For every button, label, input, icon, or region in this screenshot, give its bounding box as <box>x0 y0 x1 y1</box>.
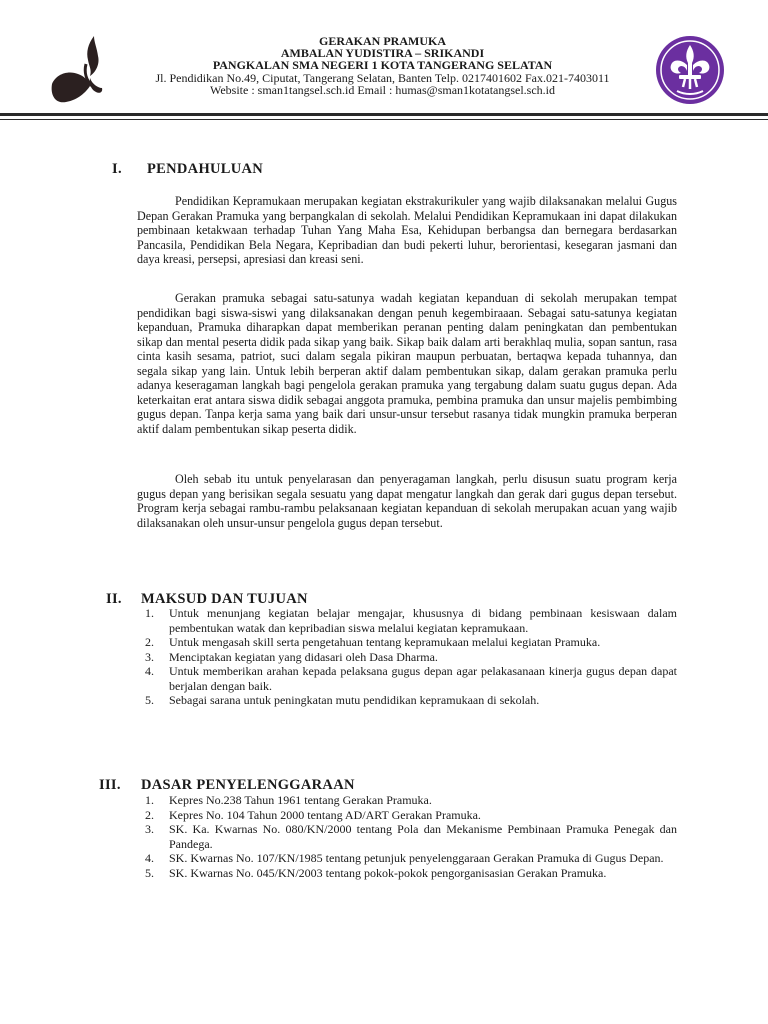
list-item: 5. Sebagai sarana untuk peningkatan mutu pendidikan kepramukaan di sekolah. <box>145 693 540 707</box>
org-name: GERAKAN PRAMUKA <box>319 34 446 48</box>
list-item: 3. Menciptakan kegiatan yang didasari oleh Dasa Dharma. <box>145 649 438 664</box>
objectives-list <box>145 606 677 708</box>
letterhead <box>0 0 768 120</box>
list-item: 1. Kepres No.238 Tahun 1961 tentang Gerakan Pramuka. <box>145 793 432 807</box>
paragraph: Pendidikan Kepramukaan merupakan kegiatan ekstrakurikuler yang wajib dilaksanakan melalui Gugus Depan Gerakan Pramuka yang berpangkalan di sekolah. Melalui Pendidikan Kepramukaan ini dapat dilakukan pembinaan ketakwaan terhadap Tuhan Yang Maha Esa, Kehidupan berbangsa dan bernegara berdasarkan Pancasila, Pendidikan Bela Negara, Kepribadian dan budi pekerti luhur, berorientasi, kesegaran jasmani dan daya kreasi, persepsi, apresiasi dan kreasi seni. <box>137 194 677 266</box>
tunas-kelapa-logo-icon <box>48 34 108 108</box>
list-item: 4. Untuk memberikan arahan kepada pelaksana gugus depan agar pelakasanaan kinerja gugus depan dapat berjalan dengan baik. <box>145 664 677 693</box>
contact-info: Website : sman1tangsel.sch.id Email : humas@sman1kotatangsel.sch.id <box>209 82 556 97</box>
letterhead-rule-thick <box>0 113 768 116</box>
ambalan-name: AMBALAN YUDISTIRA – SRIKANDI <box>280 46 485 61</box>
section-number: II. <box>106 591 122 607</box>
list-item: 1. Untuk menunjang kegiatan belajar mengajar, khususnya di bidang pembinaan kesiswaan dalam pembentukan watak dan kepribadian siswa melalui kegiatan kepramukaan. <box>145 606 677 635</box>
scout-emblem-logo-icon <box>655 35 725 105</box>
paragraph: Oleh sebab itu untuk penyelarasan dan penyeragaman langkah, perlu disusun suatu program kerja gugus depan yang berisikan segala sesuatu yang dapat mengatur langkah dan gerak dari gugus depan tersebut. Program kerja sebagai rambu-rambu pelaksanaan kegiatan kepanduan di sekolah merupakan acuan yang wajib dilaksanakan oleh unsur-unsur pengelola gugus depan tersebut. <box>137 472 677 530</box>
section-title: MAKSUD DAN TUJUAN <box>141 591 308 607</box>
paragraph: Gerakan pramuka sebagai satu-satunya wadah kegiatan kepanduan di sekolah merupakan tempat pendidikan bagi siswa-siswi yang dilaksanakan dengan penuh kegembiraaan. Sebagai satu-satunya kegiatan kepanduan, Pramuka diharapkan dapat memberikan peranan penting dalam peningkatan dan pembentukan sikap dan mental peserta didik pada sikap yang baik. Sikap baik dalam arti berakhlaq mulia, sopan santun, rasa cinta kasih sesama, patriot, suci dalam segala pikiran maupun perbuatan, bertaqwa kepada tuhannya, dan segala sikap yang lain. Untuk lebih berperan aktif dalam pembentukan sikap, dalam gerakan pramuka perlu adanya keseragaman langkah bagi pengelola gerakan pramuka yang tergabung dalam suatu gugus depan. Ada keterkaitan erat antara siswa didik sebagai anggota pramuka, pembina pramuka dan unsur majelis pembimbing gugus depan. Tanpa kerja sama yang baik dari unsur-unsur tersebut rasanya tidak mungkin pramuka berperan aktif dalam pembentukan sikap peserta didik. <box>137 291 677 436</box>
section-number: I. <box>112 161 122 177</box>
address: Jl. Pendidikan No.49, Ciputat, Tangerang Selatan, Banten Telp. 0217401602 Fax.021-7403011 <box>155 70 610 85</box>
section-title: DASAR PENYELENGGARAAN <box>141 777 355 793</box>
letterhead-rule-thin <box>0 119 768 120</box>
list-item: 4. SK. Kwarnas No. 107/KN/1985 tentang petunjuk penyelenggaraan Gerakan Pramuka di Gugus Depan. <box>145 851 664 865</box>
section-heading-pendahuluan <box>112 161 263 178</box>
section-number: III. <box>99 777 121 793</box>
section-title: PENDAHULUAN <box>147 161 264 177</box>
letterhead-text <box>110 35 655 96</box>
list-item: 2. Untuk mengasah skill serta pengetahuan tentang kepramukaan melalui kegiatan Pramuka. <box>145 635 601 649</box>
list-item: 5. SK. Kwarnas No. 045/KN/2003 tentang pokok-pokok pengorganisasian Gerakan Pramuka. <box>145 865 607 880</box>
list-item: 3. SK. Ka. Kwarnas No. 080/KN/2000 tentang Pola dan Mekanisme Pembinaan Pramuka Penegak dan Pandega. <box>145 822 677 851</box>
list-item: 2. Kepres No. 104 Tahun 2000 tentang AD/ART Gerakan Pramuka. <box>145 807 481 822</box>
school-name: PANGKALAN SMA NEGERI 1 KOTA TANGERANG SELATAN <box>212 58 553 73</box>
section-heading-dasar-penyelenggaraan <box>99 777 355 794</box>
legal-basis-list <box>145 793 677 880</box>
